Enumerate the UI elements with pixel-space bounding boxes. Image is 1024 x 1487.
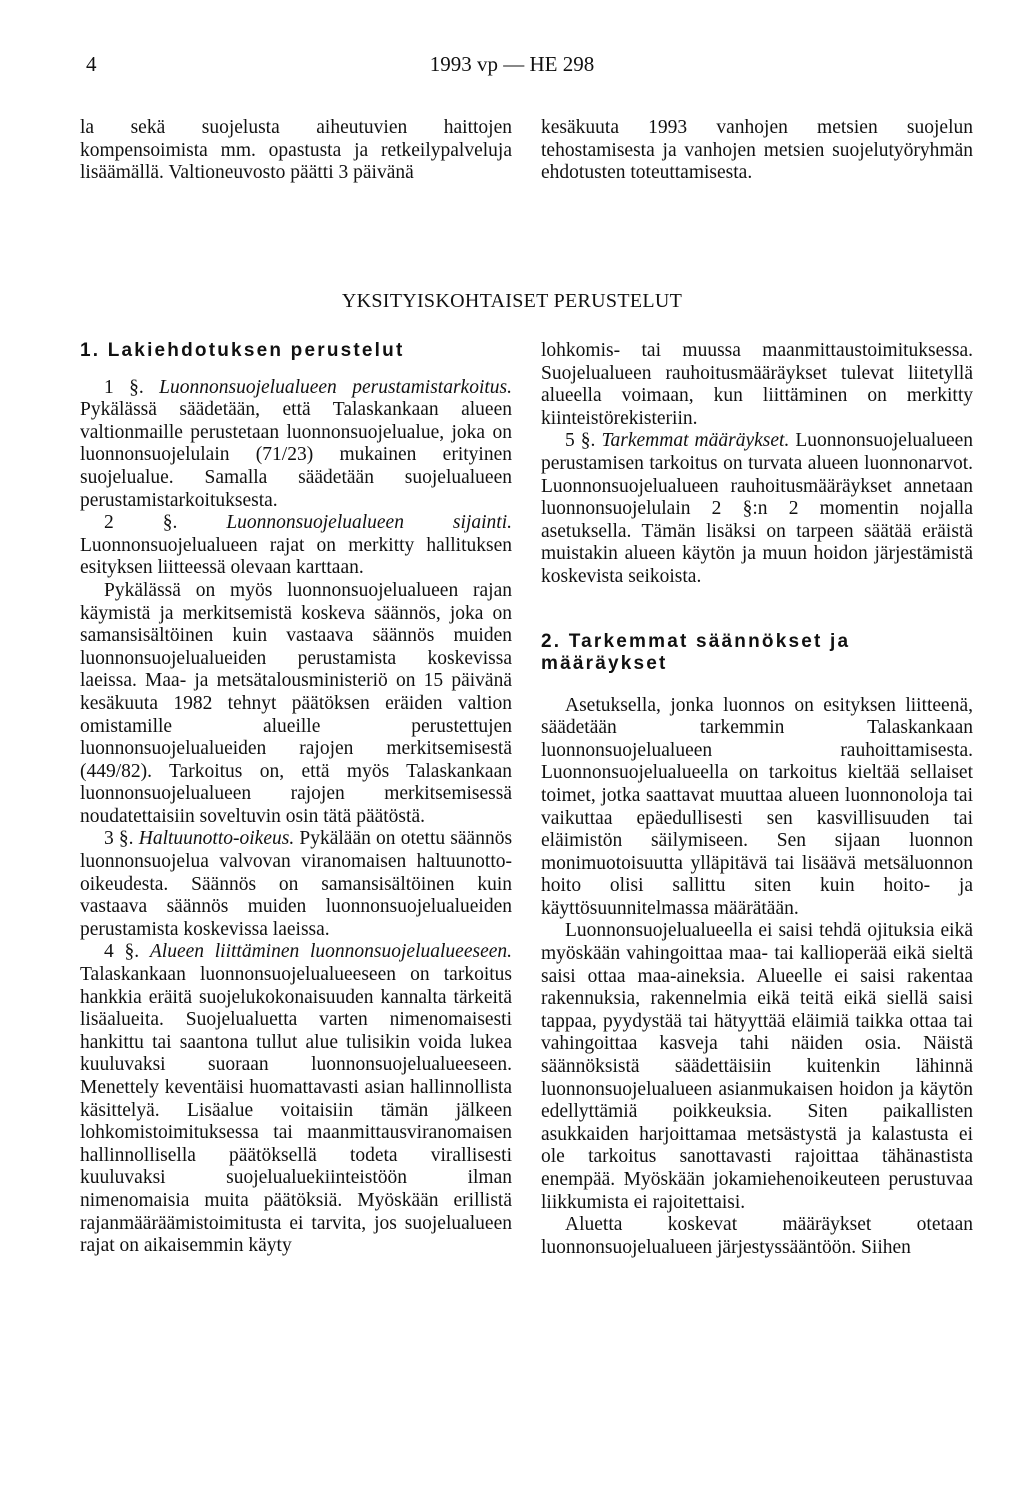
s4-text: Talaskankaan luonnonsuojelualueeseen on tarkoitus hankkia eräitä suojelukokonaisuuden kannalta tärkeitä lisäalueita. Suojelualuetta varten nimenomaisesti hankittu tai saantona tullut alue tulisikin voida lukea kuuluvaksi suoraan luonnonsuojelualueeseen. Menettely keventäisi huomattavasti asian hallinnollista käsittelyä. Lisäalue voitaisiin tämän jälkeen lohkomistoimituksessa tai maanmittausviranomaisen hallinnollisella päätöksellä todeta virallisesti kuuluvaksi suojelualuekiinteistöön ilman nimenomaisia muita päätöksiä. Myöskään erillistä rajanmääräämistoimitusta ei tarvita, jos suojelualueen rajat on aikaisemmin käyty	[80, 964, 512, 1257]
left-column	[80, 340, 512, 1258]
s4-number: 4 §.	[104, 941, 140, 963]
section-2-title: 2. Tarkemmat säännökset ja määräykset	[541, 630, 851, 674]
section-1-title: 1. Lakiehdotuksen perustelut	[80, 340, 405, 361]
s3-title: Haltuunotto-oikeus.	[138, 828, 295, 850]
s1-text: Pykälässä säädetään, että Talaskankaan alueen valtionmaille perustetaan luonnonsuojelualue, joka on luonnonsuojelulain (71/23) mukainen erityinen suojelualue. Samalla säädetään suojelualueen perustamistarkoituksesta.	[80, 399, 512, 511]
paragraph-continued: lohkomis- tai muussa maanmittaustoimituksessa. Suojelualueen rauhoitusmääräykset tulevat liitetyllä alueella voimaan, kun liittäminen on merkitty kiinteistörekisteriin.	[541, 340, 973, 429]
s3-number: 3 §.	[104, 828, 134, 850]
page-header	[0, 52, 1024, 82]
top-left-paragraph: la sekä suojelusta aiheutuvien haittojen kompensoimista mm. opastusta ja retkeilypalveluja lisäämällä. Valtioneuvosto päätti 3 päivänä	[80, 117, 512, 184]
s5-number: 5 §.	[565, 430, 596, 452]
s3-text: Pykälään on otettu säännös luonnonsuojelua valvovan viranomaisen haltuunotto-oikeudesta. Säännös on samansisältöinen kuin vastaava säännös muiden luonnonsuojelualueiden perustamista koskevissa laeissa.	[80, 828, 513, 940]
s1-title: Luonnonsuojelualueen perustamistarkoitus.	[159, 376, 512, 398]
s4-title: Alueen liittäminen luonnonsuojelualueeseen.	[149, 941, 512, 963]
top-right-paragraph: kesäkuuta 1993 vanhojen metsien suojelun tehostamisesta ja vanhojen metsien suojelutyöryhmän ehdotusten toteuttamisesta.	[541, 117, 973, 184]
s2-text: Luonnonsuojelualueen rajat on merkitty hallituksen esityksen liitteessä olevaan karttaan.	[80, 534, 512, 579]
paragraph-s4	[80, 941, 512, 1257]
paragraph-s5	[541, 430, 973, 588]
paragraph-r2: Luonnonsuojelualueella ei saisi tehdä ojituksia eikä myöskään vahingoittaa maa- tai kallioperää eikä sieltä saisi ottaa maa-aineksia. Alueelle ei saisi rakentaa rakennuksia, rakennelmia eikä teitä eikä siellä saisi tappaa, pyydystää tai hätyyttää eläimiä taikka ottaa tai vahingoittaa kasveja tahi näiden osia. Näistä säännöksistä säädettäisiin kuitenkin lähinnä luonnonsuojelualueen asianmukaisen hoidon ja käytön edellyttämiä poikkeuksia. Siten paikallisten asukkaiden harjoittamaa metsästystä ja kalastusta ei ole tarkoitus sanottavasti rajoittaa tähänastista enempää. Myöskään jokamiehenoikeuteen perustuvaa liikkumista ei rajoitettaisi.	[541, 920, 973, 1213]
paragraph-s2	[80, 512, 512, 580]
top-left-column	[80, 117, 512, 185]
s2-title: Luonnonsuojelualueen sijainti.	[226, 512, 512, 534]
paragraph-s1	[80, 377, 512, 513]
s5-title: Tarkemmat määräykset.	[601, 430, 790, 452]
top-right-column	[541, 117, 973, 185]
right-column	[541, 340, 973, 1259]
page-number: 4	[86, 52, 97, 76]
paragraph-s3	[80, 828, 512, 941]
running-title: 1993 vp — HE 298	[429, 52, 595, 76]
paragraph-s2-cont: Pykälässä on myös luonnonsuojelualueen rajan käymistä ja merkitsemistä koskeva säännös, joka on samansisältöinen kuin vastaava säännös muiden luonnonsuojelualueiden perustamista koskevissa laeissa. Maa- ja metsätalousministeriö on 15 päivänä kesäkuuta 1982 tehnyt päätöksen eräiden valtion omistamille alueille perustettujen luonnonsuojelualueiden rajojen merkitsemisestä (449/82). Tarkoitus on, että myös Talaskankaan luonnonsuojelualueen rajojen merkitsemisessä noudatettaisiin soveltuvin osin tätä päätöstä.	[80, 579, 512, 827]
main-title: YKSITYISKOHTAISET PERUSTELUT	[341, 290, 683, 312]
s2-number: 2 §.	[104, 512, 178, 534]
s5-text: Luonnonsuojelualueen perustamisen tarkoitus on turvata alueen luonnonarvot. Luonnonsuojelualueen rauhoitusmääräykset annetaan luonnonsuojelulain 2 §:n 2 momentin nojalla asetuksella. Tämän lisäksi on tarpeen säätää eräistä muistakin alueen käytön ja muun hoidon järjestämistä koskevista seikoista.	[541, 430, 973, 587]
paragraph-r3: Aluetta koskevat määräykset otetaan luonnonsuojelualueen järjestyssääntöön. Siihen	[541, 1214, 973, 1258]
paragraph-r1: Asetuksella, jonka luonnos on esityksen liitteenä, säädetään tarkemmin Talaskankaan luonnonsuojelualueen rauhoittamisesta. Luonnonsuojelualueella on tarkoitus kieltää sellaiset toimet, jotka saattavat muuttaa alueen luonnonoloja tai vaikuttaa epäedullisesti sen kasvillisuuden tai eläimistön säilymiseen. Sen sijaan luonnon monimuotoisuutta ylläpitävä tai lisäävä metsäluonnon hoito olisi sallittu siten kuin hoito- ja käyttösuunnitelmassa määrätään.	[541, 694, 973, 919]
s1-number: 1 §.	[104, 376, 144, 398]
